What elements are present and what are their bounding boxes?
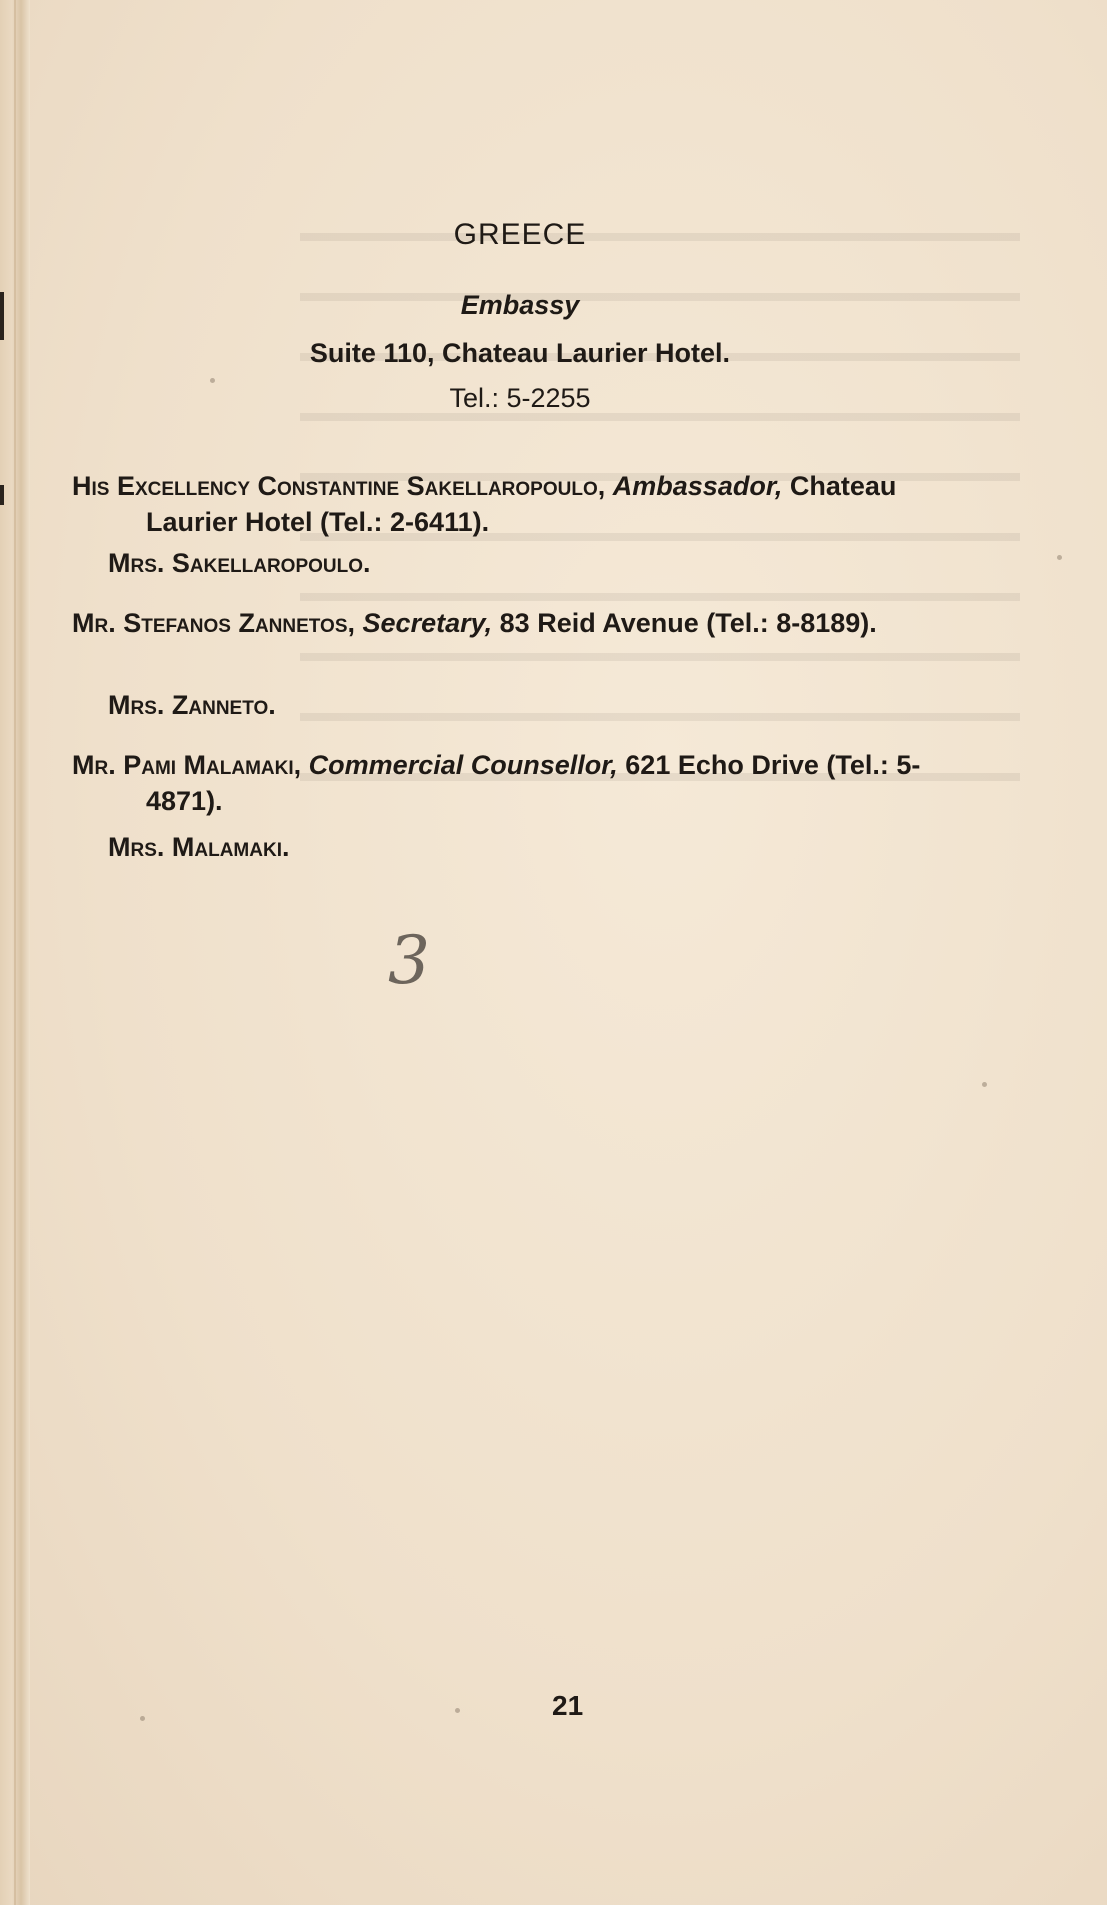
diplomat-name: His Excellency Constantine Sakellaropoulo, [72, 471, 606, 501]
paper-speck [140, 1716, 145, 1721]
spouse-name: Mrs. Zanneto. [108, 690, 276, 720]
diplomat-details: Chateau Laurier Hotel (Tel.: 2-6411). [146, 471, 897, 537]
diplomat-title: Secretary, [362, 608, 493, 638]
spouse-name: Mrs. Malamaki. [108, 832, 290, 862]
paper-speck [455, 1708, 460, 1713]
diplomat-entry [72, 468, 992, 540]
paper-speck [982, 1082, 987, 1087]
diplomat-name: Mr. Pami Malamaki, [72, 750, 302, 780]
diplomat-details: 621 Echo Drive (Tel.: 5-4871). [146, 750, 921, 816]
paper-speck [1057, 555, 1062, 560]
spouse-name: Mrs. Sakellaropoulo. [108, 548, 371, 578]
diplomat-name: Mr. Stefanos Zannetos, [72, 608, 356, 638]
spine-fold-line [14, 0, 16, 1905]
margin-mark [0, 485, 4, 505]
page-number: 21 [552, 1690, 584, 1721]
diplomat-details: 83 Reid Avenue (Tel.: 8-8189). [499, 608, 877, 638]
diplomat-entry [72, 747, 992, 819]
binding-spine [0, 0, 30, 1905]
diplomat-title: Commercial Counsellor, [308, 750, 618, 780]
country-heading: GREECE [453, 218, 587, 251]
handwritten-annotation: 3 [388, 922, 430, 999]
diplomat-title: Ambassador, [612, 471, 783, 501]
diplomat-entry [72, 605, 992, 641]
embassy-address: Suite 110, Chateau Laurier Hotel. [309, 338, 731, 368]
embassy-telephone: Tel.: 5-2255 [449, 383, 591, 413]
paper-speck [210, 378, 215, 383]
section-subtitle: Embassy [460, 290, 580, 320]
